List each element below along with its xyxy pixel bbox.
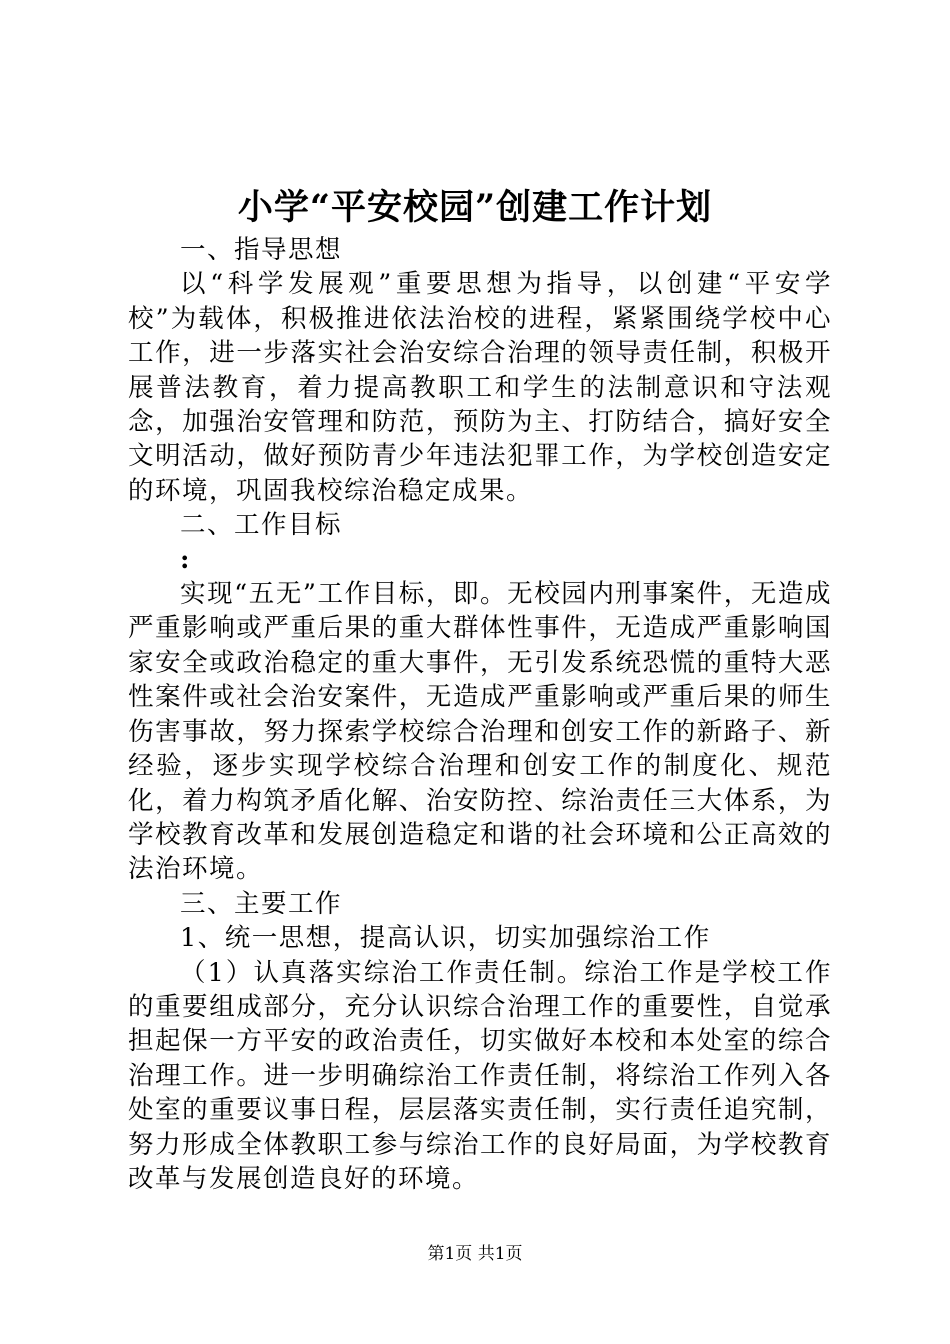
paragraph: 实现“五无”工作目标，即。无校园内刑事案件，无造成严重影响或严重后果的重大群体性事件，无造成严重影响国家安全或政治稳定的重大事件，无引发系统恐慌的重特大恶性案件或社会治安案件，无造成严重影响或严重后果的师生伤害事故，努力探索学校综合治理和创安工作的新路子、新经验，逐步实现学校综合治理和创安工作的制度化、规范化，着力构筑矛盾化解、治安防控、综治责任三大体系，为学校教育改革和发展创造稳定和谐的社会环境和公正高效的法治环境。 bbox=[128, 579, 832, 885]
document-body bbox=[128, 233, 832, 1196]
section-heading: 二、工作目标 bbox=[180, 510, 343, 541]
page-footer: 第1页 共1页 bbox=[427, 1244, 523, 1264]
stray-colon: : bbox=[180, 544, 191, 575]
paragraph: 以“科学发展观”重要思想为指导，以创建“平安学校”为载体，积极推进依法治校的进程，紧紧围绕学校中心工作，进一步落实社会治安综合治理的领导责任制，积极开展普法教育，着力提高教职工和学生的法制意识和守法观念，加强治安管理和防范，预防为主、打防结合，搞好安全文明活动，做好预防青少年违法犯罪工作，为学校创造安定的环境，巩固我校综治稳定成果。 bbox=[128, 269, 832, 506]
section-heading: 三、主要工作 bbox=[180, 888, 343, 919]
paragraph: （1）认真落实综治工作责任制。综治工作是学校工作的重要组成部分，充分认识综合治理工作的重要性，自觉承担起保一方平安的政治责任，切实做好本校和本处室的综合治理工作。进一步明确综治工作责任制，将综治工作列入各处室的重要议事日程，层层落实责任制，实行责任追究制，努力形成全体教职工参与综治工作的良好局面，为学校教育改革与发展创造良好的环境。 bbox=[128, 957, 832, 1194]
subsection-heading: 1、统一思想，提高认识，切实加强综治工作 bbox=[180, 923, 711, 954]
document-title: 小学“平安校园”创建工作计划 bbox=[237, 187, 713, 228]
section-heading: 一、指导思想 bbox=[180, 235, 343, 265]
